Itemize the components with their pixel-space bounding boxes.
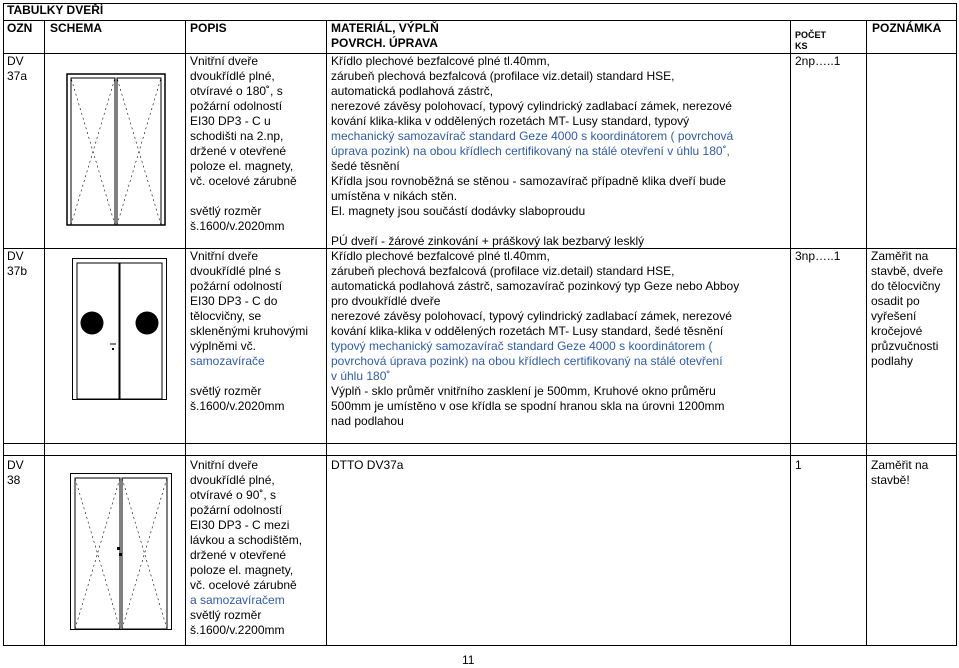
material-line: kování klika-klika v oddělených rozetách MT- Lusy standard, šedé těsnění xyxy=(331,324,724,338)
popis-line: vč. ocelové zárubně xyxy=(190,578,297,592)
popis-line: světlý rozměr xyxy=(190,204,262,218)
popis-line: EI30 DP3 - C mezi xyxy=(190,518,290,532)
popis-line: dvoukřídlé plné s xyxy=(190,264,281,278)
round-glazing-right xyxy=(136,312,159,335)
popis-line: a samozavíračem xyxy=(190,593,285,607)
material-line: Křídla jsou rovnoběžná se stěnou - samozavírač případně klika dveří bude xyxy=(331,174,726,188)
table-top-border xyxy=(3,3,956,4)
col-divider-pocet xyxy=(866,20,867,646)
popis-line: vč. ocelové zárubně xyxy=(190,174,297,188)
popis-line: EI30 DP3 - C u xyxy=(190,114,271,128)
popis-line: světlý rozměr xyxy=(190,608,262,622)
popis-line: skleněnými kruhovými xyxy=(190,324,309,338)
door-frame xyxy=(67,74,165,225)
row-38-ozn-line: 38 xyxy=(7,473,21,487)
header-poznamka: POZNÁMKA xyxy=(872,21,942,35)
col-divider-material xyxy=(790,20,791,646)
poznamka-line: do tělocvičny xyxy=(871,279,941,293)
door-schema-37a xyxy=(66,73,166,226)
poznamka-line: vyřešení xyxy=(871,309,917,323)
row-37a-ozn-line: DV xyxy=(7,54,24,68)
popis-line: otvíravé o 180˚, s xyxy=(190,84,283,98)
opening-line xyxy=(75,478,120,629)
table-title: TABULKY DVEŘÍ xyxy=(7,3,104,17)
page-number: 11 xyxy=(462,653,475,667)
row-38-pocet: 1 xyxy=(795,458,802,472)
popis-line: š.1600/v.2020mm xyxy=(190,399,285,413)
material-line: Křídlo plechové bezfalcové plné tl.40mm, xyxy=(331,249,550,263)
header-ozn: OZN xyxy=(7,21,33,35)
poznamka-line: stavbě, dveře xyxy=(871,264,944,278)
poznamka-line: podlahy xyxy=(871,354,914,368)
header-pocet: POČET xyxy=(795,30,827,40)
col-divider-schema xyxy=(185,20,186,646)
door-handle-detail xyxy=(119,553,122,556)
row-divider xyxy=(3,455,956,456)
header-ks: KS xyxy=(795,41,808,51)
popis-line: Vnitřní dveře xyxy=(190,54,259,68)
material-line: PÚ dveří - žárové zinkování + práškový lak bezbarvý lesklý xyxy=(331,234,645,248)
popis-line: výplněmi vč. xyxy=(190,339,257,353)
poznamka-line: Zaměřit na xyxy=(871,249,929,263)
table-bottom-border xyxy=(3,645,956,646)
door-handle-detail xyxy=(112,348,114,350)
material-line: nerezové závěsy polohovací, typový cylindrický zadlabací zámek, nerezové xyxy=(331,99,732,113)
popis-line: dvoukřídlé plné, xyxy=(190,69,275,83)
door-leaf-left xyxy=(75,478,120,629)
row-37b-ozn-line: DV xyxy=(7,249,24,263)
popis-line: schodišti na 2.np, xyxy=(190,129,284,143)
popis-line: š.1600/v.2200mm xyxy=(190,623,285,637)
material-line: El. magnety jsou součástí dodávky slaboproudu xyxy=(331,204,586,218)
opening-line xyxy=(122,478,167,629)
popis-line: poloze el. magnety, xyxy=(190,563,294,577)
material-line: typový mechanický samozavírač standard Geze 4000 s koordinátorem ( xyxy=(331,339,713,353)
door-leaf-right xyxy=(122,478,167,629)
popis-line: dvoukřídlé plné, xyxy=(190,473,275,487)
poznamka-line: kročejové xyxy=(871,324,923,338)
row-38-material: DTTO DV37a xyxy=(331,458,404,472)
row-37a-ozn-line: 37a xyxy=(7,69,28,83)
header-popis: POPIS xyxy=(190,21,227,35)
popis-line: lávkou a schodištěm, xyxy=(190,533,303,547)
door-schema-37b xyxy=(72,258,167,400)
material-line: v úhlu 180˚ xyxy=(331,369,391,383)
material-line: úprava pozink) na obou křídlech certifikovaný na stálé otevření v úhlu 180˚, xyxy=(331,144,730,158)
row-38-ozn-line: DV xyxy=(7,458,24,472)
material-line: zárubeň plechová bezfalcová (profilace viz.detail) standard HSE, xyxy=(331,264,675,278)
title-divider xyxy=(3,20,956,21)
row-37a-pocet: 2np…..1 xyxy=(795,54,841,68)
round-glazing-left xyxy=(81,312,104,335)
door-schema-38 xyxy=(70,473,172,630)
material-line: povrchová úprava pozink) na obou křídlech certifikovaný na stálé otevření xyxy=(331,354,723,368)
material-line: nad podlahou xyxy=(331,414,404,428)
popis-line: tělocvičny, se xyxy=(190,309,262,323)
popis-line: požární odolností xyxy=(190,99,283,113)
table-left-border xyxy=(3,3,4,646)
material-line: Křídlo plechové bezfalcové plné tl.40mm, xyxy=(331,54,550,68)
door-frame xyxy=(71,474,172,630)
material-line: umístěna v nikách stěn. xyxy=(331,189,458,203)
poznamka-line: průzvučnosti xyxy=(871,339,939,353)
material-line: Výplň - sklo průměr vnitřního zasklení je 500mm, Kruhové okno průměru xyxy=(331,384,716,398)
popis-line: držené v otevřené xyxy=(190,548,287,562)
popis-line: Vnitřní dveře xyxy=(190,458,259,472)
header-povrch: POVRCH. ÚPRAVA xyxy=(331,36,438,50)
row-37b-ozn-line: 37b xyxy=(7,264,28,278)
col-divider-popis xyxy=(326,20,327,646)
col-divider-ozn xyxy=(44,20,45,646)
popis-line: otvíravé o 90˚, s xyxy=(190,488,277,502)
material-line: automatická podlahová zástrč, xyxy=(331,84,494,98)
popis-line: požární odolností xyxy=(190,503,283,517)
material-line: zárubeň plechová bezfalcová (profilace viz.detail) standard HSE, xyxy=(331,69,675,83)
popis-line: požární odolností xyxy=(190,279,283,293)
material-line: automatická podlahová zástrč, samozavírač pozinkový typ Geze nebo Abboy xyxy=(331,279,740,293)
row-37b-pocet: 3np…..1 xyxy=(795,249,841,263)
material-line: 500mm je umístěno v ose křídla se spodní hranou skla na úrovni 1200mm xyxy=(331,399,725,413)
popis-line: EI30 DP3 - C do xyxy=(190,294,278,308)
material-line: šedé těsnění xyxy=(331,159,400,173)
opening-line xyxy=(122,478,167,629)
table-right-border xyxy=(956,3,957,646)
popis-line: š.1600/v.2020mm xyxy=(190,219,285,233)
row-divider xyxy=(3,443,956,444)
poznamka-line: Zaměřit na xyxy=(871,458,929,472)
poznamka-line: osadit po xyxy=(871,294,920,308)
material-line: nerezové závěsy polohovací, typový cylindrický zadlabací zámek, nerezové xyxy=(331,309,732,323)
material-line: mechanický samozavírač standard Geze 4000 s koordinátorem ( povrchová xyxy=(331,129,734,143)
popis-line: světlý rozměr xyxy=(190,384,262,398)
opening-line xyxy=(75,478,120,629)
material-line: kování klika-klika v oddělených rozetách MT- Lusy standard, typový xyxy=(331,114,690,128)
header-schema: SCHEMA xyxy=(50,21,103,35)
header-material: MATERIÁL, VÝPLŇ xyxy=(331,21,439,35)
poznamka-line: stavbě! xyxy=(871,473,910,487)
popis-line: Vnitřní dveře xyxy=(190,249,259,263)
popis-line: poloze el. magnety, xyxy=(190,159,294,173)
popis-line: samozavírače xyxy=(190,354,265,368)
material-line: pro dvoukřídlé dveře xyxy=(331,294,441,308)
door-handle xyxy=(117,547,120,550)
popis-line: držené v otevřené xyxy=(190,144,287,158)
